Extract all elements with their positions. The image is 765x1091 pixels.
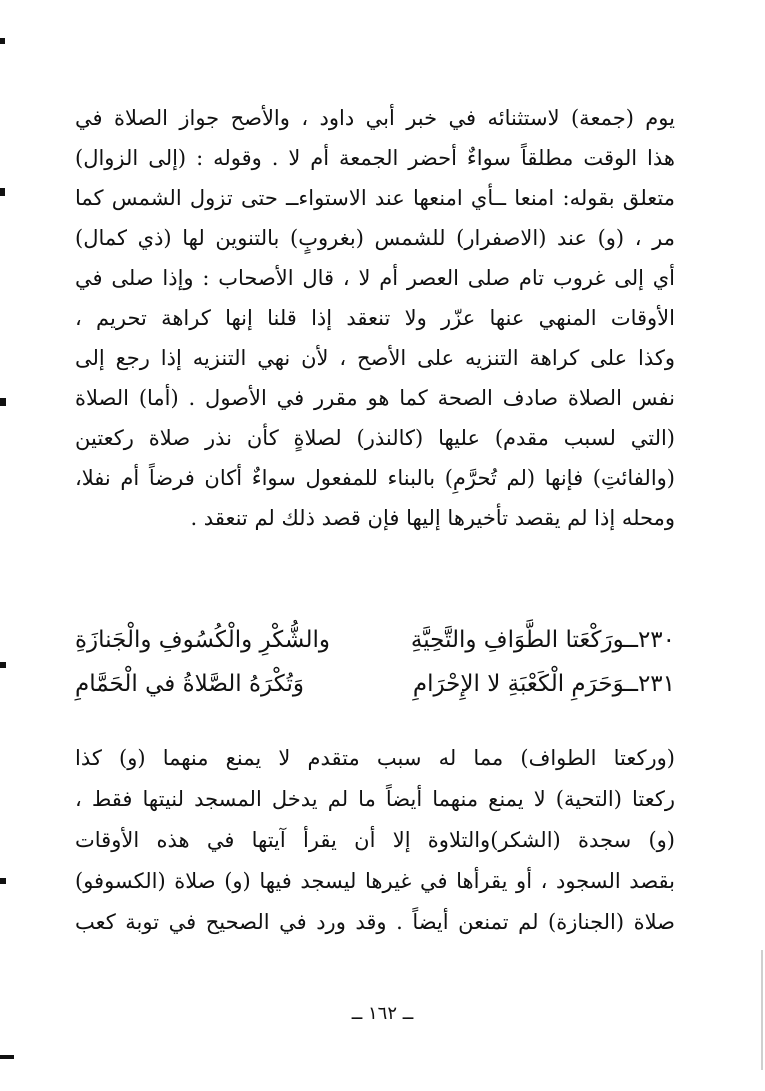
scan-edge-mark bbox=[0, 38, 5, 44]
paragraph-line: (التي لسبب مقدم) عليها (كالنذر) لصلاةٍ كأن نذر صلاة ركعتين bbox=[75, 426, 675, 450]
paragraph-line: بقصد السجود ، أو يقرأها في غيرها ليسجد فيها (و) صلاة (الكسوفو) bbox=[75, 869, 675, 893]
paragraph-line: وكذا على كراهة التنزيه على الأصح ، لأن نهي التنزيه إذا رجع إلى bbox=[75, 346, 675, 370]
paragraph-line: ومحله إذا لم يقصد تأخيرها إليها فإن قصد ذلك لم تنعقد . bbox=[190, 506, 675, 530]
paragraph-line: متعلق بقوله: امنعا ــأي امنعها عند الاستواءــ حتى تزول الشمس كما bbox=[75, 186, 675, 210]
paragraph-line: هذا الوقت مطلقاً سواءٌ أحضر الجمعة أم لا . وقوله : (إلى الزوال) bbox=[75, 146, 675, 170]
scan-edge-mark bbox=[0, 398, 6, 406]
verse-first-hemistich: ٢٣١ــوَحَرَمِ الْكَعْبَةِ لا الإِحْرَامِ bbox=[412, 671, 675, 697]
paragraph-line: مر ، (و) عند (الاصفرار) للشمس (بغروبٍ) بالتنوين لها (ذي كمال) bbox=[75, 226, 675, 250]
verse-230 bbox=[75, 618, 675, 662]
verse-231 bbox=[75, 662, 675, 706]
scan-edge-mark bbox=[0, 878, 6, 884]
poem-verses bbox=[75, 618, 675, 706]
paragraph-line: (وركعتا الطواف) مما له سبب متقدم لا يمنع منهما (و) كذا bbox=[75, 746, 675, 770]
top-paragraph bbox=[75, 98, 675, 538]
paragraph-line: صلاة (الجنازة) لم تمنعن أيضاً . وقد ورد في الصحيح في توبة كعب bbox=[75, 910, 675, 934]
verse-second-hemistich: وَتُكْرَهُ الصَّلاةُ في الْحَمَّامِ bbox=[75, 671, 304, 697]
verse-second-hemistich: والشُّكْرِ والْكُسُوفِ والْجَنازَةِ bbox=[75, 627, 330, 653]
paragraph-line: يوم (جمعة) لاستثنائه في خبر أبي داود ، والأصح جواز الصلاة في bbox=[75, 106, 675, 130]
paragraph-line: ركعتا (التحية) لا يمنع منهما أيضاً ما لم يدخل المسجد لنيتها فقط ، bbox=[75, 787, 675, 811]
bottom-paragraph bbox=[75, 738, 675, 943]
scan-edge-mark bbox=[0, 662, 6, 668]
verse-first-hemistich: ٢٣٠ــورَكْعَتا الطَّوَافِ والتَّحِيَّةِ bbox=[410, 627, 675, 653]
paragraph-line: الأوقات المنهي عنها عزّر ولا تنعقد إذا قلنا إنها كراهة تحريم ، bbox=[75, 306, 675, 330]
scan-edge-mark bbox=[0, 1055, 14, 1059]
paragraph-line: أي إلى غروب تام صلى العصر أم لا ، قال الأصحاب : وإذا صلى في bbox=[75, 266, 675, 290]
scan-edge-mark bbox=[0, 188, 5, 196]
paragraph-line: نفس الصلاة صادف الصحة كما هو مقرر في الأصول . (أما) الصلاة bbox=[75, 386, 675, 410]
paragraph-line: (و) سجدة (الشكر)والتلاوة إلا أن يقرأ آيتها في هذه الأوقات bbox=[75, 828, 675, 852]
page-number: ــ ١٦٢ ــ bbox=[351, 1003, 414, 1024]
paragraph-line: (والفائتِ) فإنها (لم تُحرَّمِ) بالبناء للمفعول سواءٌ أكان فرضاً أم نفلا، bbox=[75, 466, 675, 490]
